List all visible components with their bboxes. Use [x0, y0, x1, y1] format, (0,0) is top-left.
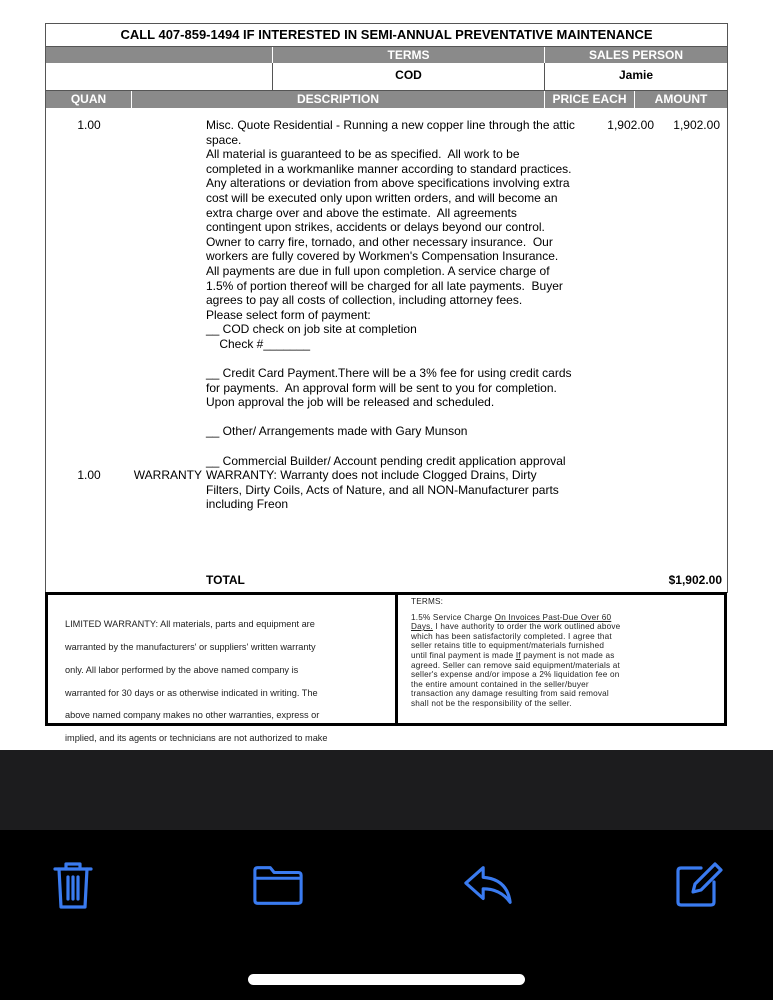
- limited-warranty-box: [45, 592, 399, 744]
- warranty-line-5: above named company makes no other warranties, express or: [65, 710, 320, 721]
- invoice: [45, 23, 728, 593]
- item-1-desc-line-3: All material is guaranteed to be as specified. All work to be: [206, 147, 520, 162]
- item-1-desc-line-23: [206, 439, 566, 454]
- item-1-desc-line-18: __ Credit Card Payment.There will be a 3% fee for using credit cards: [206, 366, 572, 381]
- item-1-desc-line-15: __ COD check on job site at completion: [206, 322, 417, 337]
- item-2-desc-line-3: including Freon: [206, 497, 289, 512]
- trash-button[interactable]: [47, 858, 99, 912]
- terms-header-row: [46, 47, 727, 63]
- warranty-line-3: only. All labor performed by the above named company is: [65, 664, 299, 675]
- terms-value-row: [46, 63, 727, 91]
- terms-label: TERMS: [273, 47, 545, 63]
- terms-line-2a: Days.: [411, 622, 433, 632]
- item-1-desc-line-24: __ Commercial Builder/ Account pending credit application approval: [206, 453, 566, 468]
- terms-line-6: agreed. Seller can remove said equipment/materials at: [411, 660, 621, 670]
- item-1-desc-line-4: completed in a workmanlike manner according to standard practices.: [206, 161, 572, 176]
- maintenance-banner: CALL 407-859-1494 IF INTERESTED IN SEMI-ANNUAL PREVENTATIVE MAINTENANCE: [46, 24, 727, 47]
- terms-value: COD: [273, 63, 545, 90]
- reply-button[interactable]: [462, 858, 514, 912]
- item-1-desc-line-19: for payments. An approval form will be sent to you for completion.: [206, 380, 557, 395]
- sales-person-label: SALES PERSON: [588, 48, 684, 62]
- value-blank: [46, 63, 273, 90]
- price-each-header: PRICE EACH: [545, 91, 635, 108]
- folder-button[interactable]: [252, 858, 304, 912]
- warranty-line-2: warranted by the manufacturers' or suppliers' written warranty: [65, 641, 316, 652]
- item-2-description: [206, 468, 566, 512]
- column-header-row: [46, 91, 727, 108]
- warranty-line-1: LIMITED WARRANTY: All materials, parts and equipment are: [65, 619, 315, 630]
- item-1-amount: 1,902.00: [673, 118, 720, 132]
- item-1-description: [206, 118, 575, 468]
- terms-line-7: seller's expense and/or impose a 2% liquidation fee on: [411, 670, 620, 680]
- sales-person-value: Jamie: [618, 68, 654, 82]
- warranty-line-6: implied, and its agents or technicians are not authorized to make: [65, 733, 328, 744]
- quan-header: QUAN: [46, 91, 132, 108]
- item-1-desc-line-14: Please select form of payment:: [206, 307, 371, 322]
- compose-button[interactable]: [672, 858, 724, 912]
- item-1-desc-line-5: Any alterations or deviation from above specifications involving extra: [206, 176, 570, 191]
- terms-line-5a: until final payment is made: [411, 650, 516, 660]
- terms-line-2: [411, 622, 724, 632]
- item-1-desc-line-21: [206, 410, 566, 425]
- terms-line-5b: If: [515, 650, 521, 660]
- terms-line-9: transaction any damage resulting from said removal: [411, 689, 609, 699]
- warranty-line-4: warranted for 30 days or as otherwise indicated in writing. The: [65, 687, 318, 698]
- item-1-desc-line-16: Check #_______: [206, 336, 311, 351]
- terms-section: [45, 592, 727, 744]
- home-indicator: [248, 974, 525, 985]
- item-2-desc-line-1: WARRANTY: Warranty does not include Clogged Drains, Dirty: [206, 468, 537, 482]
- terms-text: [398, 595, 724, 709]
- item-1-desc-line-6: cost will be executed only upon written orders, and will become an: [206, 190, 558, 205]
- toolbar-background: [0, 750, 773, 830]
- terms-line-10: shall not be the responsibility of the seller.: [411, 698, 572, 708]
- item-1-desc-line-9: Owner to carry fire, tornado, and other necessary insurance. Our: [206, 234, 553, 249]
- trash-icon: [51, 859, 95, 911]
- item-1-desc-line-1: Misc. Quote Residential - Running a new copper line through the attic: [206, 118, 575, 132]
- total-value: $1,902.00: [668, 573, 722, 587]
- item-1-desc-line-22: __ Other/ Arrangements made with Gary Munson: [206, 424, 468, 439]
- folder-icon: [252, 863, 304, 907]
- item-1-quan: 1.00: [77, 118, 101, 132]
- line-items: [46, 108, 727, 592]
- header-blank: [46, 47, 273, 63]
- terms-line-3: which has been satisfactorily completed. I agree that: [411, 631, 612, 641]
- compose-icon: [673, 860, 723, 910]
- terms-line-1b: On Invoices Past-Due Over 60: [494, 612, 612, 622]
- terms-line-8: the entire amount contained in the seller/buyer: [411, 679, 589, 689]
- total-label: TOTAL: [206, 573, 245, 587]
- terms-line-5c: payment is not made as: [520, 650, 615, 660]
- item-1-desc-line-8: contingent upon strikes, accidents or delays beyond our control.: [206, 220, 545, 235]
- amount-header: AMOUNT: [654, 92, 708, 106]
- reply-icon: [462, 863, 514, 907]
- item-1-desc-line-17: [206, 352, 566, 367]
- item-1-desc-line-10: workers are fully covered by Workmen's Compensation Insurance.: [206, 249, 559, 264]
- total-row: [46, 573, 727, 592]
- item-2-quan: 1.00: [77, 468, 101, 482]
- item-1-desc-line-20: Upon approval the job will be released and scheduled.: [206, 395, 495, 410]
- item-1-desc-line-2: space.: [206, 132, 242, 147]
- terms-line-1a: 1.5% Service Charge: [411, 612, 495, 622]
- item-1-desc-line-12: 1.5% of portion thereof will be charged for all late payments. Buyer: [206, 278, 563, 293]
- item-1-desc-line-13: agrees to pay all costs of collection, including attorney fees.: [206, 293, 523, 308]
- item-1-desc-line-11: All payments are due in full upon completion. A service charge of: [206, 263, 550, 278]
- terms-line-1: [411, 613, 724, 623]
- terms-line-2b: I have authority to order the work outlined above: [432, 622, 621, 632]
- item-2-desc-line-2: Filters, Dirty Coils, Acts of Nature, and all NON-Manufacturer parts: [206, 482, 559, 497]
- item-1-price: 1,902.00: [607, 118, 654, 132]
- description-header: DESCRIPTION: [132, 91, 545, 108]
- item-2-code: WARRANTY: [133, 468, 202, 482]
- terms-box: [395, 592, 727, 726]
- item-1-desc-line-7: extra charge over and above the estimate. All agreements: [206, 205, 517, 220]
- terms-line-4: seller retains title to equipment/materials furnished: [411, 641, 605, 651]
- terms-line-5: [411, 651, 724, 661]
- terms-title: TERMS:: [411, 597, 444, 606]
- limited-warranty-text: [48, 595, 396, 768]
